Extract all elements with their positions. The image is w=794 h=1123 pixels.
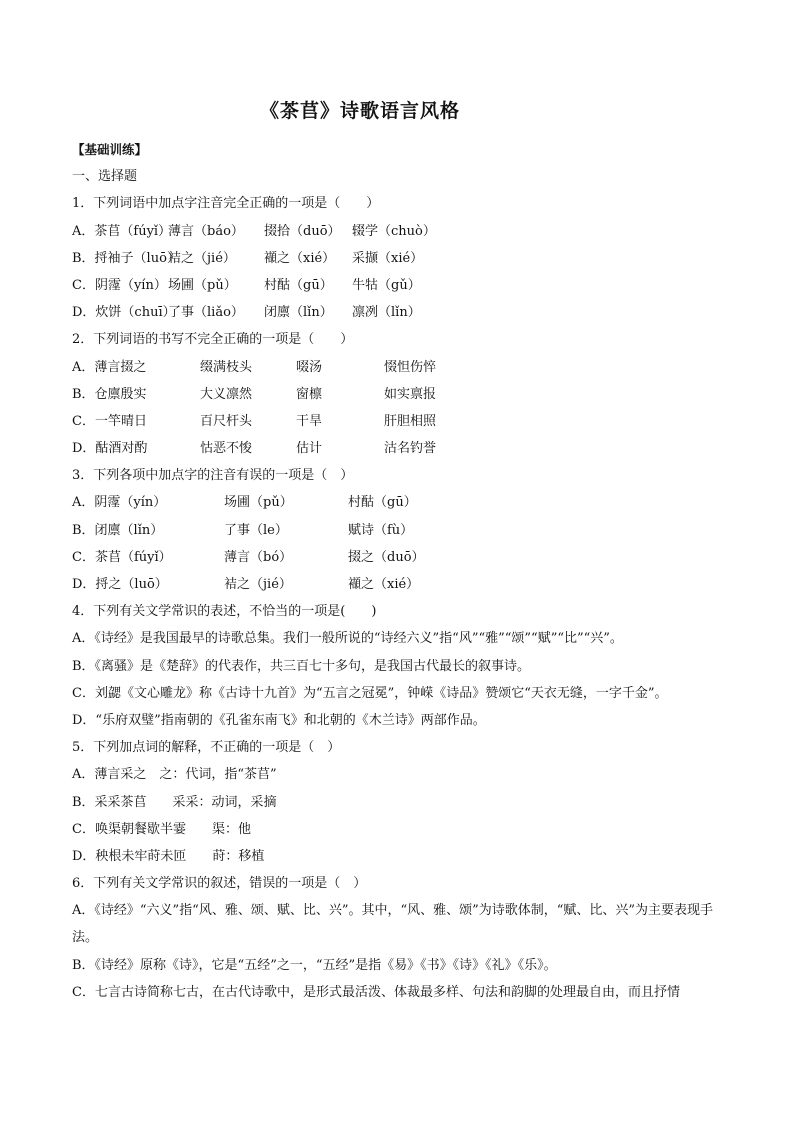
option-row <box>72 299 722 326</box>
option-label: D．酤酒对酌 <box>72 441 148 457</box>
option-label: C．茶苢（fúyǐ） <box>72 549 172 565</box>
option-row <box>72 489 722 516</box>
page-title: 《茶苢》诗歌语言风格 <box>259 100 460 122</box>
option-row <box>72 435 722 462</box>
option-term: 薄言（bó） <box>224 549 293 565</box>
option-row <box>72 544 722 571</box>
option-term: 村酤（gū） <box>348 495 417 511</box>
option-row <box>72 517 722 544</box>
question-stem: 4．下列有关文学常识的表述，不恰当的一项是( ) <box>72 604 377 620</box>
option-term: 大义凛然 <box>200 386 253 402</box>
option-row: C．唤渠朝餐歇半霎 渠：他 <box>72 821 251 837</box>
option-row: B．《诗经》原称《诗》，它是“五经”之一，“五经”是指《易》《书》《诗》《礼》《乐》。 <box>72 957 557 973</box>
option-term: 估计 <box>296 441 323 457</box>
option-row <box>72 272 722 299</box>
option-term: 窗檩 <box>296 386 323 402</box>
option-term: 村酤（gū） <box>264 277 333 293</box>
section-label: 【基础训练】 <box>72 142 148 157</box>
option-term: 百尺杆头 <box>200 413 253 429</box>
option-term: 了事（liǎo） <box>168 305 244 321</box>
question-list <box>72 136 722 1006</box>
option-label: B．闭廪（lǐn） <box>72 522 164 538</box>
option-term: 薄言（báo） <box>168 223 244 239</box>
option-term: 惙怛伤悴 <box>384 359 437 375</box>
option-label: B．捋袖子（luō） <box>72 250 180 266</box>
option-row: B．《离骚》是《楚辞》的代表作，共三百七十多句，是我国古代最长的叙事诗。 <box>72 658 531 674</box>
option-term: 牛牯（gǔ） <box>352 277 421 293</box>
option-term: 闭廪（lǐn） <box>264 305 333 321</box>
option-label: A．茶苢（fúyǐ） <box>72 223 172 239</box>
option-term: 赋诗（fù） <box>348 522 414 538</box>
option-term: 凛冽（lǐn） <box>352 305 421 321</box>
part-label: 一、选择题 <box>72 169 138 185</box>
option-term: 沽名钓誉 <box>384 441 437 457</box>
option-term: 如实禀报 <box>384 386 437 402</box>
option-term: 肝胆相照 <box>384 413 437 429</box>
option-row: B．采采茶苢 采采：动词，采摘 <box>72 794 277 810</box>
option-label: B．仓廪殷实 <box>72 386 147 402</box>
option-term: 袺之（jié） <box>224 577 292 592</box>
option-term: 掇之（duō） <box>348 549 425 565</box>
option-term: 袺之（jié） <box>168 250 236 266</box>
option-term: 干旱 <box>296 413 323 429</box>
option-term: 场圃（pǔ） <box>224 495 293 511</box>
option-term: 缀满枝头 <box>200 359 253 375</box>
option-term: 了事（le） <box>224 522 288 538</box>
option-row: C．七言古诗简称七古，在古代诗歌中，是形式最活泼、体裁最多样、句法和韵脚的处理最自由，而且抒情 <box>72 984 680 1000</box>
option-term: 场圃（pǔ） <box>168 277 237 293</box>
option-row: A．《诗经》“六义”指“风、雅、颂、赋、比、兴”。其中，“风、雅、颂”为诗歌体制，“赋、比、兴”为主要表现手法。 <box>72 903 714 946</box>
option-row <box>72 381 722 408</box>
option-term: 怙恶不悛 <box>200 441 253 457</box>
option-row <box>72 354 722 381</box>
option-label: D．捋之（luō） <box>72 577 168 592</box>
option-term: 辍学（chuò） <box>352 223 436 239</box>
option-row <box>72 571 722 598</box>
option-row: C．刘勰《文心雕龙》称《古诗十九首》为“五言之冠冕”，钟嵘《诗品》赞颂它“天衣无缝，一字千金”。 <box>72 685 668 701</box>
question-stem: 5．下列加点词的解释，不正确的一项是（ ） <box>72 740 341 756</box>
question-stem: 3．下列各项中加点字的注音有误的一项是（ ） <box>72 468 354 484</box>
question-stem: 2．下列词语的书写不完全正确的一项是（ ） <box>72 332 354 348</box>
option-row <box>72 245 722 272</box>
option-row <box>72 408 722 435</box>
option-term: 啜汤 <box>296 359 323 375</box>
option-label: A．阴霪（yín） <box>72 495 167 511</box>
option-row: D．秧根未牢莳未匝 莳：移植 <box>72 848 265 864</box>
question-stem: 1．下列词语中加点字注音完全正确的一项是（ ） <box>72 196 380 212</box>
option-label: A．薄言掇之 <box>72 359 147 375</box>
option-row: D．“乐府双璧”指南朝的《孔雀东南飞》和北朝的《木兰诗》两部作品。 <box>72 712 486 728</box>
option-term: 襭之（xié） <box>264 250 336 266</box>
option-label: C．一竿晴日 <box>72 413 147 429</box>
option-row: A．《诗经》是我国最早的诗歌总集。我们一般所说的“诗经六义”指“风”“雅”“颂”“赋”“比”“兴”。 <box>72 631 623 647</box>
option-row: A．薄言采之 之：代词，指“茶苢” <box>72 767 277 783</box>
option-term: 采撷（xié） <box>352 250 424 266</box>
option-term: 掇拾（duō） <box>264 223 341 239</box>
option-term: 襭之（xié） <box>348 577 420 592</box>
question-stem: 6．下列有关文学常识的叙述，错误的一项是（ ） <box>72 876 367 892</box>
option-row <box>72 218 722 245</box>
option-label: C．阴霪（yín） <box>72 277 167 293</box>
option-label: D．炊饼（chuī） <box>72 305 176 321</box>
